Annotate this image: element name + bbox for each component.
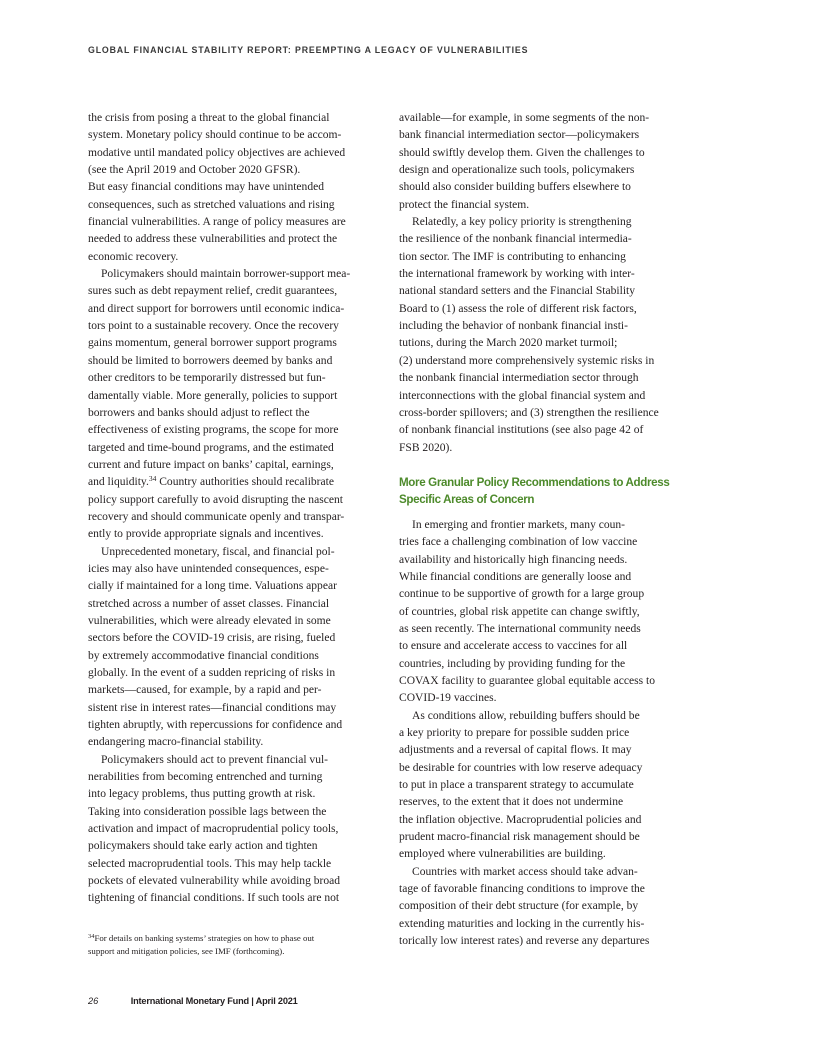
footnote-line: support and mitigation policies, see IMF (forthcoming).: [88, 945, 285, 956]
footnote-line: [88, 932, 388, 945]
text-line: Countries with market access should take advan-: [412, 865, 638, 878]
text-line: and direct support for borrowers until economic indica-: [88, 302, 345, 315]
text-line: the resilience of the nonbank financial intermedia-: [399, 233, 632, 246]
text-line: reserves, to the extent that it does not undermine: [399, 796, 624, 809]
left-column: [88, 110, 378, 908]
footnote-text: For details on banking systems’ strategies on how to phase out: [94, 933, 315, 943]
text-line: current and future impact on banks’ capital, earnings,: [88, 458, 334, 471]
text-line: torically low interest rates) and reverse any departures: [399, 935, 650, 948]
text-line: should swiftly develop them. Given the challenges to: [399, 146, 645, 159]
text-line: tries face a challenging combination of low vaccine: [399, 536, 638, 549]
text-line: But easy financial conditions may have unintended: [88, 181, 325, 194]
section-heading-line: More Granular Policy Recommendations to Address: [399, 475, 670, 489]
text-line: by extremely accommodative financial conditions: [88, 649, 319, 662]
text-line: of nonbank financial institutions (see also page 42 of: [399, 424, 644, 437]
text-line: extending maturities and locking in the currently his-: [399, 917, 645, 930]
text-line: icies may also have unintended consequences, espe-: [88, 562, 329, 575]
text-line: be desirable for countries with low reserve adequacy: [399, 761, 643, 774]
text-line: interconnections with the global financial system and: [399, 389, 646, 402]
text-line: effectiveness of existing programs, the scope for more: [88, 424, 339, 437]
text-line: tightening of financial conditions. If such tools are not: [88, 892, 340, 905]
text-line: of countries, global risk appetite can change swiftly,: [399, 605, 640, 618]
text-line: including the behavior of nonbank financial insti-: [399, 320, 628, 333]
text-line: sectors before the COVID-19 crisis, are rising, fueled: [88, 632, 336, 645]
text-line: the nonbank financial intermediation sector through: [399, 372, 639, 385]
right-column-top: [399, 110, 689, 457]
text-line: policymakers should take early action and tighten: [88, 840, 318, 853]
text-line: tion sector. The IMF is contributing to enhancing: [399, 250, 626, 263]
text-line: FSB 2020).: [399, 441, 453, 454]
text-line: available—for example, in some segments of the non-: [399, 112, 650, 124]
text-line: bank financial intermediation sector—policymakers: [399, 129, 640, 142]
text-line: targeted and time-bound programs, and the estimated: [88, 441, 334, 454]
text-line: Policymakers should act to prevent financial vul-: [101, 753, 329, 766]
page-number: 26: [88, 996, 99, 1006]
text-line: Policymakers should maintain borrower-support mea-: [101, 268, 351, 281]
section-heading: [399, 474, 689, 509]
text-line: countries, including by providing funding for the: [399, 657, 626, 670]
text-line: tage of favorable financing conditions to improve the: [399, 883, 645, 896]
text-line: cross-border spillovers; and (3) strengthen the resilience: [399, 406, 659, 419]
text-line: to ensure and accelerate access to vaccines for all: [399, 640, 628, 653]
text-line: globally. In the event of a sudden repricing of risks in: [88, 667, 336, 679]
text-line: endangering macro-financial stability.: [88, 736, 264, 749]
section-heading-line: Specific Areas of Concern: [399, 493, 535, 507]
footnote-reference: 34: [148, 474, 157, 484]
text-line: pockets of elevated vulnerability while avoiding broad: [88, 875, 341, 888]
text-line: Board to (1) assess the role of different risk factors,: [399, 302, 637, 315]
text-line: needed to address these vulnerabilities and protect the: [88, 233, 338, 246]
text-line: other creditors to be temporarily distressed but fun-: [88, 372, 326, 385]
text-line: tighten abruptly, with repercussions for confidence and: [88, 719, 343, 732]
right-column-bottom: [399, 517, 689, 951]
text-line: composition of their debt structure (for example, by: [399, 900, 639, 913]
text-line: economic recovery.: [88, 250, 179, 263]
text-line: nerabilities from becoming entrenched and turning: [88, 771, 323, 784]
text-line: While financial conditions are generally loose and: [399, 570, 632, 583]
text-line: cially if maintained for a long time. Valuations appear: [88, 580, 337, 593]
text-line: stretched across a number of asset classes. Financial: [88, 597, 330, 610]
text-line: tors point to a sustainable recovery. Once the recovery: [88, 320, 339, 333]
text-line: continue to be supportive of growth for a large group: [399, 588, 645, 601]
text-fragment: Country authorities should recalibrate: [156, 476, 334, 489]
text-line: damentally viable. More generally, policies to support: [88, 389, 338, 402]
text-line: Relatedly, a key policy priority is strengthening: [412, 216, 632, 229]
text-line: activation and impact of macroprudential policy tools,: [88, 823, 339, 836]
text-line: design and operationalize such tools, policymakers: [399, 164, 635, 177]
text-line: Unprecedented monetary, fiscal, and financial pol-: [101, 545, 335, 558]
text-line: In emerging and frontier markets, many coun-: [412, 518, 626, 531]
text-line: modative until mandated policy objectives are achieved: [88, 146, 346, 159]
text-line: vulnerabilities, which were already elevated in some: [88, 614, 331, 627]
text-line: markets—caused, for example, by a rapid and per-: [88, 684, 322, 697]
text-line: the international framework by working with inter-: [399, 268, 635, 281]
footnote: [88, 932, 388, 958]
text-line: the crisis from posing a threat to the global financial: [88, 112, 330, 124]
text-line: protect the financial system.: [399, 198, 530, 211]
text-line: prudent macro-financial risk management should be: [399, 831, 640, 844]
text-line: to put in place a transparent strategy to accumulate: [399, 779, 634, 792]
text-line: Taking into consideration possible lags between the: [88, 805, 327, 818]
text-line: employed where vulnerabilities are building.: [399, 848, 606, 861]
text-line: policy support carefully to avoid disrupting the nascent: [88, 493, 343, 506]
text-fragment: and liquidity.: [88, 476, 149, 489]
text-line: adjustments and a reversal of capital flows. It may: [399, 744, 632, 757]
text-line: recovery and should communicate openly and transpar-: [88, 510, 345, 523]
text-line: financial vulnerabilities. A range of policy measures are: [88, 216, 346, 229]
text-line: gains momentum, general borrower support programs: [88, 337, 337, 350]
text-line: should also consider building buffers elsewhere to: [399, 181, 631, 194]
text-line: (see the April 2019 and October 2020 GFSR).: [88, 164, 301, 177]
text-line: national standard setters and the Financial Stability: [399, 285, 636, 298]
text-line: into legacy problems, thus putting growth at risk.: [88, 788, 316, 801]
page-footer: [88, 996, 298, 1006]
text-line: should be limited to borrowers deemed by banks and: [88, 354, 333, 367]
text-line: a key priority to prepare for possible sudden price: [399, 727, 630, 739]
text-line: (2) understand more comprehensively systemic risks in: [399, 354, 655, 367]
text-line: sures such as debt repayment relief, credit guarantees,: [88, 285, 338, 298]
text-line: COVID-19 vaccines.: [399, 692, 497, 705]
text-line: system. Monetary policy should continue to be accom-: [88, 129, 342, 142]
text-line: selected macroprudential tools. This may help tackle: [88, 857, 332, 870]
text-line: ently to provide appropriate signals and incentives.: [88, 528, 324, 541]
text-line: [88, 474, 378, 491]
text-line: the inflation objective. Macroprudential policies and: [399, 813, 642, 826]
text-line: availability and historically high financing needs.: [399, 553, 628, 566]
publication-info: International Monetary Fund | April 2021: [130, 996, 298, 1006]
text-line: sistent rise in interest rates—financial conditions may: [88, 701, 337, 714]
text-line: COVAX facility to guarantee global equitable access to: [399, 674, 655, 687]
running-header: GLOBAL FINANCIAL STABILITY REPORT: PREEMPTING A LEGACY OF VULNERABILITIES: [88, 45, 529, 55]
footnote-mark: 34: [88, 933, 95, 940]
text-line: tutions, during the March 2020 market turmoil;: [399, 337, 618, 350]
text-line: borrowers and banks should adjust to reflect the: [88, 406, 310, 419]
text-line: as seen recently. The international community needs: [399, 622, 641, 635]
right-column: [399, 110, 689, 950]
text-line: As conditions allow, rebuilding buffers should be: [412, 709, 640, 722]
text-line: consequences, such as stretched valuations and rising: [88, 198, 335, 211]
